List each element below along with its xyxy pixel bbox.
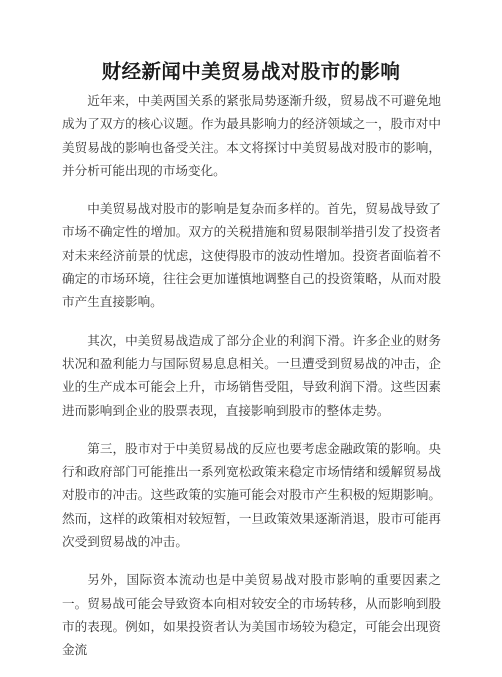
paragraph-5: 另外，国际资本流动也是中美贸易战对股市影响的重要因素之一。贸易战可能会导致资本向相对较安全的市场转移，从而影响到股市的表现。例如，如果投资者认为美国市场较为稳定，可能会出现资金流	[62, 572, 441, 658]
paragraph-2: 中美贸易战对股市的影响是复杂而多样的。首先，贸易战导致了市场不确定性的增加。双方的关税措施和贸易限制举措引发了投资者对未来经济前景的忧虑，这使得股市的波动性增加。投资者面临着不确定的市场环境，往往会更加谨慎地调整自己的投资策略，从而对股市产生直接影响。	[62, 201, 441, 310]
paragraph-3: 其次，中美贸易战造成了部分企业的利润下滑。许多企业的财务状况和盈利能力与国际贸易息息相关。一旦遭受到贸易战的冲击，企业的生产成本可能会上升，市场销售受阻，导致利润下滑。这些因素进而影响到企业的股票表现，直接影响到股市的整体走势。	[62, 332, 441, 418]
document-body	[62, 89, 441, 677]
paragraph-1: 近年来，中美两国关系的紧张局势逐渐升级，贸易战不可避免地成为了双方的核心议题。作为最具影响力的经济领域之一，股市对中美贸易战的影响也备受关注。本文将探讨中美贸易战对股市的影响，并分析可能出现的市场变化。	[62, 93, 441, 178]
paragraph-4: 第三，股市对于中美贸易战的反应也要考虑金融政策的影响。央行和政府部门可能推出一系列宽松政策来稳定市场情绪和缓解贸易战对股市的冲击。这些政策的实施可能会对股市产生积极的短期影响。然而，这样的政策相对较短暂，一旦政策效果逐渐消退，股市可能再次受到贸易战的冲击。	[62, 440, 441, 550]
document-title: 财经新闻中美贸易战对股市的影响	[101, 60, 401, 83]
